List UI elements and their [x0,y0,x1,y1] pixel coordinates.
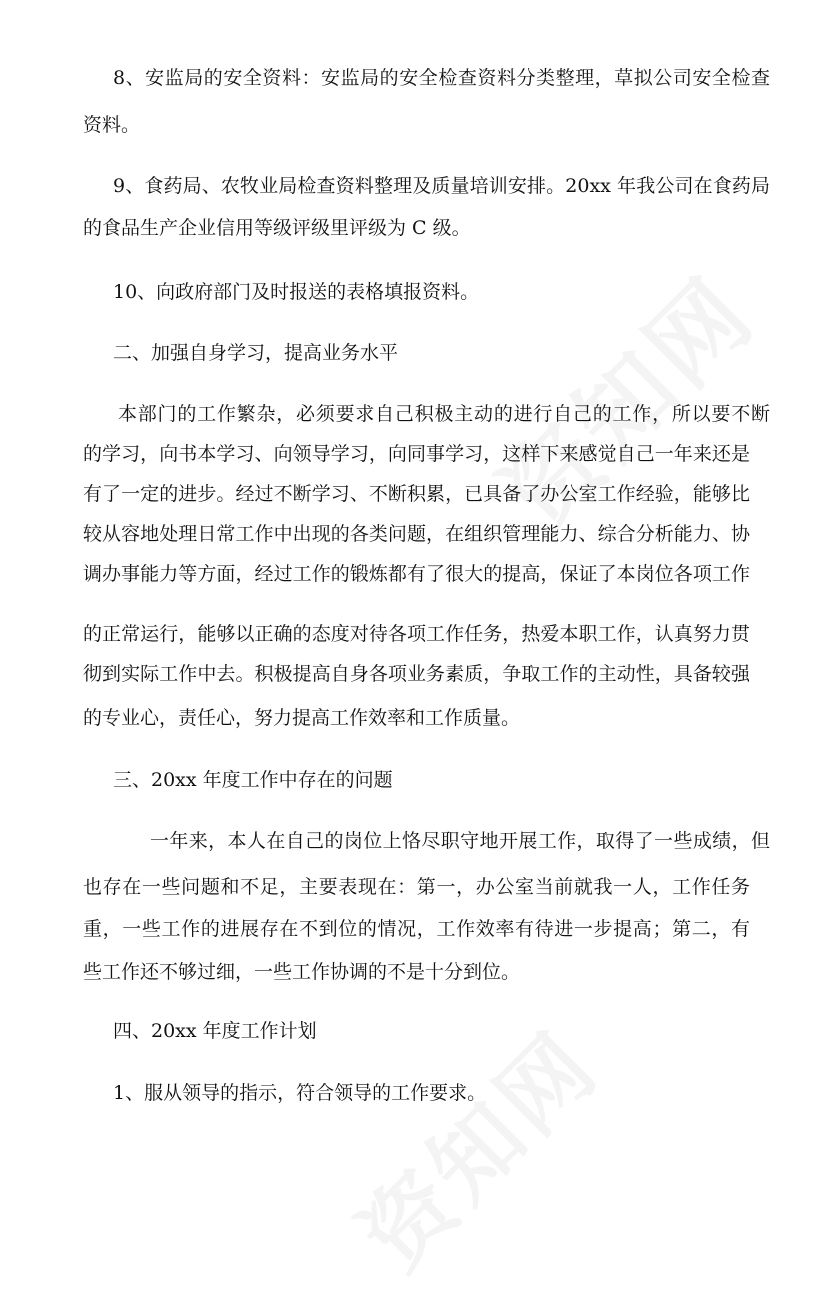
paragraph-line: 的专业心，责任心，努力提高工作效率和工作质量。 [83,707,521,729]
section-heading: 四、20xx 年度工作计划 [113,1020,317,1042]
paragraph-line: 有了一定的进步。经过不断学习、不断积累，已具备了办公室工作经验，能够比 [83,483,750,505]
paragraph-line: 的食品生产企业信用等级评级里评级为 C 级。 [83,217,471,239]
paragraph-line: 9、食药局、农牧业局检查资料整理及质量培训安排。20xx 年我公司在食药局 [113,175,770,197]
paragraph-line: 的正常运行，能够以正确的态度对待各项工作任务，热爱本职工作，认真努力贯 [83,623,750,645]
paragraph-line: 本部门的工作繁杂，必须要求自己积极主动的进行自己的工作，所以要不断 [118,403,770,425]
paragraph-line: 也存在一些问题和不足，主要表现在：第一，办公室当前就我一人，工作任务 [83,876,750,898]
section-heading: 三、20xx 年度工作中存在的问题 [113,769,393,791]
paragraph-line: 重，一些工作的进展存在不到位的情况，工作效率有待进一步提高；第二，有 [83,918,750,940]
paragraph-line: 彻到实际工作中去。积极提高自身各项业务素质，争取工作的主动性，具备较强 [83,663,750,685]
paragraph-line: 调办事能力等方面，经过工作的锻炼都有了很大的提高，保证了本岗位各项工作 [83,563,750,585]
paragraph-line: 资料。 [83,114,141,136]
paragraph-line: 一年来，本人在自己的岗位上恪尽职守地开展工作，取得了一些成绩，但 [150,830,770,852]
paragraph-line: 些工作还不够过细，一些工作协调的不是十分到位。 [83,961,521,983]
watermark [466,242,779,555]
paragraph-line: 较从容地处理日常工作中出现的各类问题，在组织管理能力、综合分析能力、协 [83,523,750,545]
paragraph-line: 1、服从领导的指示，符合领导的工作要求。 [113,1082,487,1104]
paragraph-line: 8、安监局的安全资料：安监局的安全检查资料分类整理，草拟公司安全检查 [113,67,770,89]
paragraph-line: 10、向政府部门及时报送的表格填报资料。 [113,281,480,303]
paragraph-line: 的学习，向书本学习、向领导学习，向同事学习，这样下来感觉自己一年来还是 [83,443,750,465]
section-heading: 二、加强自身学习，提高业务水平 [113,342,399,364]
watermark [326,997,622,1293]
